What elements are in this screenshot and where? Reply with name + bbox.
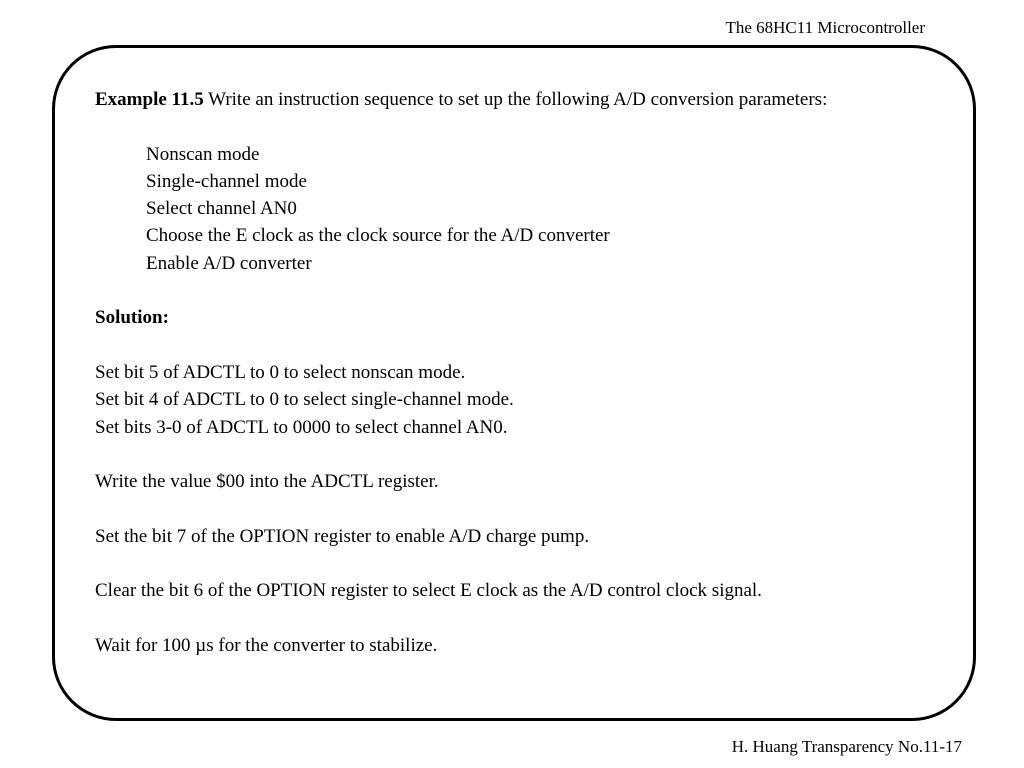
spacer <box>95 550 955 577</box>
solution-heading <box>95 304 955 331</box>
parameter-item: Choose the E clock as the clock source for the A/D converter <box>146 225 610 247</box>
spacer <box>95 495 955 522</box>
example-intro: Write an instruction sequence to set up the following A/D conversion parameters: <box>203 89 828 110</box>
parameter-item: Select channel AN0 <box>146 198 297 220</box>
slide-header-title: The 68HC11 Microcontroller <box>725 18 925 37</box>
spacer <box>95 113 955 140</box>
solution-bit-line: Set bit 4 of ADCTL to 0 to select single-channel mode. <box>95 389 514 411</box>
solution-bit-line: Set bits 3-0 of ADCTL to 0000 to select channel AN0. <box>95 416 508 438</box>
example-label: Example 11.5 <box>95 89 204 110</box>
solution-heading-text: Solution: <box>95 307 169 329</box>
example-statement <box>95 86 955 113</box>
spacer <box>95 605 955 632</box>
solution-option-bit7-line: Set the bit 7 of the OPTION register to enable A/D charge pump. <box>95 525 590 547</box>
solution-wait-line: Wait for 100 µs for the converter to stabilize. <box>95 634 438 656</box>
slide-footer: H. Huang Transparency No.11-17 <box>731 737 962 756</box>
slide-content <box>95 86 955 659</box>
parameter-item: Enable A/D converter <box>146 252 312 274</box>
spacer <box>95 277 955 304</box>
spacer <box>95 332 955 359</box>
solution-option-bit6-line: Clear the bit 6 of the OPTION register to select E clock as the A/D control clock signal. <box>95 580 762 602</box>
spacer <box>95 441 955 468</box>
solution-bit-line: Set bit 5 of ADCTL to 0 to select nonscan mode. <box>95 361 466 383</box>
parameter-item: Nonscan mode <box>146 143 260 165</box>
parameter-item: Single-channel mode <box>146 170 307 192</box>
solution-write-line: Write the value $00 into the ADCTL register. <box>95 471 439 493</box>
